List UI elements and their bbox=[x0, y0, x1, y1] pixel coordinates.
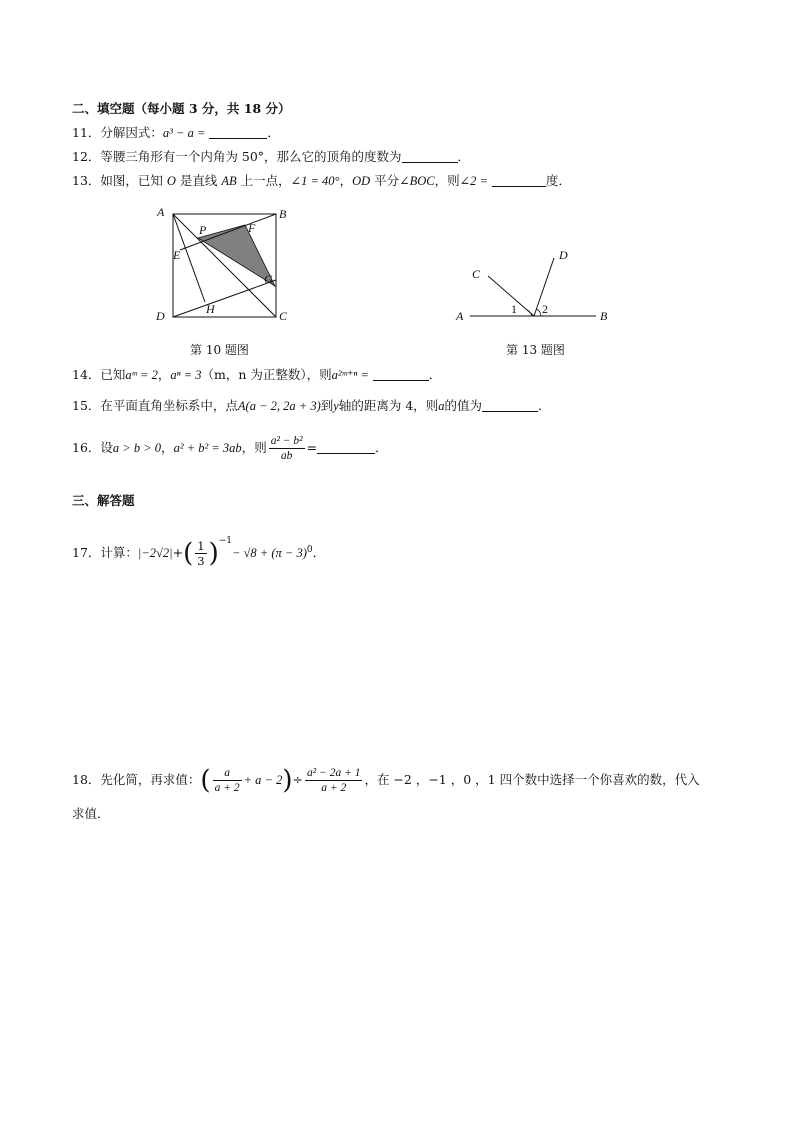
math-expression: a³ − a = bbox=[162, 126, 206, 140]
figure-10-square-diagram bbox=[150, 203, 300, 328]
question-text: 轴的距离为 4，则 bbox=[338, 398, 439, 413]
math-expression: ∠1 = 40° bbox=[290, 174, 340, 188]
question-14 bbox=[72, 367, 441, 383]
label-angle-2: 2 bbox=[542, 302, 548, 316]
fraction bbox=[305, 766, 362, 795]
label-a: A bbox=[157, 205, 165, 219]
question-text: （m，n 为正整数），则 bbox=[201, 367, 332, 382]
question-17 bbox=[72, 524, 325, 571]
punctuation: ． bbox=[267, 125, 280, 140]
math-symbol: AB bbox=[221, 174, 237, 188]
math-expression: ∠BOC bbox=[399, 174, 435, 188]
question-text: 的值为 bbox=[444, 398, 483, 413]
question-text: ， bbox=[161, 440, 174, 455]
figure-13-angle-diagram bbox=[450, 243, 620, 328]
question-11 bbox=[72, 125, 280, 141]
segment-dg bbox=[173, 280, 276, 317]
angle-arc-2 bbox=[536, 309, 541, 316]
label-e: E bbox=[173, 248, 181, 262]
answer-blank[interactable] bbox=[492, 174, 546, 187]
question-text: 平分 bbox=[370, 173, 400, 188]
question-text: 等腰三角形有一个内角为 50°，那么它的顶角的度数为 bbox=[100, 149, 402, 164]
exponent: 0 bbox=[306, 544, 313, 555]
punctuation: ． bbox=[312, 545, 326, 560]
label-angle-1: 1 bbox=[511, 302, 517, 316]
fraction-numerator: 1 bbox=[197, 539, 205, 553]
exponent: −1 bbox=[218, 536, 232, 546]
question-text: 已知 bbox=[100, 367, 126, 382]
paren-close: ) bbox=[208, 538, 219, 569]
fraction bbox=[269, 434, 305, 463]
question-15 bbox=[72, 398, 551, 414]
math-symbol: O bbox=[166, 174, 176, 188]
label-d: D bbox=[559, 248, 568, 262]
fraction-numerator: a bbox=[213, 766, 242, 781]
answer-blank[interactable] bbox=[402, 150, 458, 163]
label-f: F bbox=[248, 221, 256, 235]
paren-open: ( bbox=[183, 538, 194, 569]
question-text: ，则 bbox=[434, 173, 460, 188]
figure-10-caption: 第 10 题图 bbox=[190, 343, 249, 357]
question-number: 12． bbox=[72, 149, 101, 164]
punctuation: ． bbox=[375, 440, 388, 455]
punctuation: ． bbox=[538, 398, 551, 413]
math-expression: aⁿ = 3 bbox=[170, 368, 202, 382]
answer-blank[interactable] bbox=[482, 399, 538, 412]
label-b: B bbox=[279, 207, 287, 221]
math-expression: a > b > 0 bbox=[112, 441, 162, 455]
question-18-continuation: 求值． bbox=[72, 806, 110, 821]
question-text: 是直线 bbox=[175, 173, 222, 188]
fraction-denominator: a + 2 bbox=[321, 782, 347, 794]
question-number: 16． bbox=[72, 440, 101, 455]
math-expression: + a − 2 bbox=[243, 773, 283, 787]
math-expression: − √8 + (π − 3) bbox=[232, 546, 307, 560]
question-12 bbox=[72, 149, 470, 165]
fraction-denominator: a + 2 bbox=[214, 782, 240, 794]
label-p: P bbox=[199, 223, 207, 237]
label-c: C bbox=[279, 309, 288, 323]
question-text: 分解因式： bbox=[100, 125, 163, 140]
question-text: ，则 bbox=[241, 440, 267, 455]
question-number: 15． bbox=[72, 398, 101, 413]
question-number: 18． bbox=[72, 772, 101, 787]
question-text: 度． bbox=[545, 173, 571, 188]
math-expression: |−2√2| bbox=[137, 546, 173, 560]
question-text: ，在 −2 ，−1 ，0 ，1 四个数中选择一个你喜欢的数，代入 bbox=[364, 772, 700, 787]
fraction bbox=[213, 766, 242, 795]
math-expression: A(a − 2, 2a + 3) bbox=[237, 399, 321, 413]
math-expression: a² + b² = 3ab bbox=[173, 441, 242, 455]
question-text: 上一点， bbox=[236, 173, 291, 188]
math-expression: a²ᵐ⁺ⁿ = bbox=[331, 368, 369, 382]
question-number: 13． bbox=[72, 173, 101, 188]
figure-13-caption: 第 13 题图 bbox=[506, 343, 565, 357]
math-symbol: y bbox=[333, 399, 339, 413]
math-symbol: = bbox=[306, 440, 318, 455]
question-text: 到 bbox=[320, 398, 334, 413]
question-number: 17． bbox=[72, 545, 101, 560]
question-text: 先化简，再求值： bbox=[100, 772, 201, 787]
math-symbol: + bbox=[172, 545, 184, 560]
label-c: C bbox=[472, 267, 481, 281]
question-18 bbox=[72, 762, 700, 799]
question-text: ， bbox=[157, 367, 171, 382]
fraction-numerator: a² − b² bbox=[270, 435, 303, 447]
fraction-denominator: ab bbox=[280, 450, 293, 462]
section-heading-fill-blank: 二、填空题（每小题 3 分，共 18 分） bbox=[72, 101, 291, 116]
question-text: 设 bbox=[100, 440, 113, 455]
question-number: 11． bbox=[72, 125, 101, 140]
question-text: ， bbox=[339, 173, 353, 188]
math-symbol: OD bbox=[352, 174, 371, 188]
question-13 bbox=[72, 173, 571, 189]
question-text: 在平面直角坐标系中，点 bbox=[100, 398, 238, 413]
math-expression: aᵐ = 2 bbox=[125, 368, 158, 382]
answer-blank[interactable] bbox=[317, 441, 375, 454]
label-h: H bbox=[206, 302, 215, 316]
punctuation: ． bbox=[457, 149, 471, 164]
label-b: B bbox=[600, 309, 608, 323]
question-16 bbox=[72, 431, 388, 465]
math-symbol: ÷ bbox=[292, 772, 303, 787]
paren-close: ) bbox=[282, 765, 293, 796]
fraction-denominator: 3 bbox=[197, 554, 205, 568]
fraction-numerator: a² − 2a + 1 bbox=[306, 767, 361, 779]
math-expression: ∠2 = bbox=[459, 174, 488, 188]
label-d: D bbox=[156, 309, 165, 323]
fraction bbox=[195, 539, 206, 568]
question-number: 14． bbox=[72, 367, 101, 382]
answer-blank[interactable] bbox=[209, 126, 267, 139]
section-heading-solve: 三、解答题 bbox=[72, 493, 135, 508]
label-a: A bbox=[456, 309, 464, 323]
answer-blank[interactable] bbox=[373, 368, 429, 381]
paren-open: ( bbox=[200, 765, 211, 796]
punctuation: ． bbox=[428, 367, 442, 382]
question-text: 如图，已知 bbox=[100, 173, 167, 188]
label-g: G bbox=[264, 272, 273, 286]
math-symbol: a bbox=[438, 399, 445, 413]
question-text: 计算： bbox=[100, 545, 138, 560]
